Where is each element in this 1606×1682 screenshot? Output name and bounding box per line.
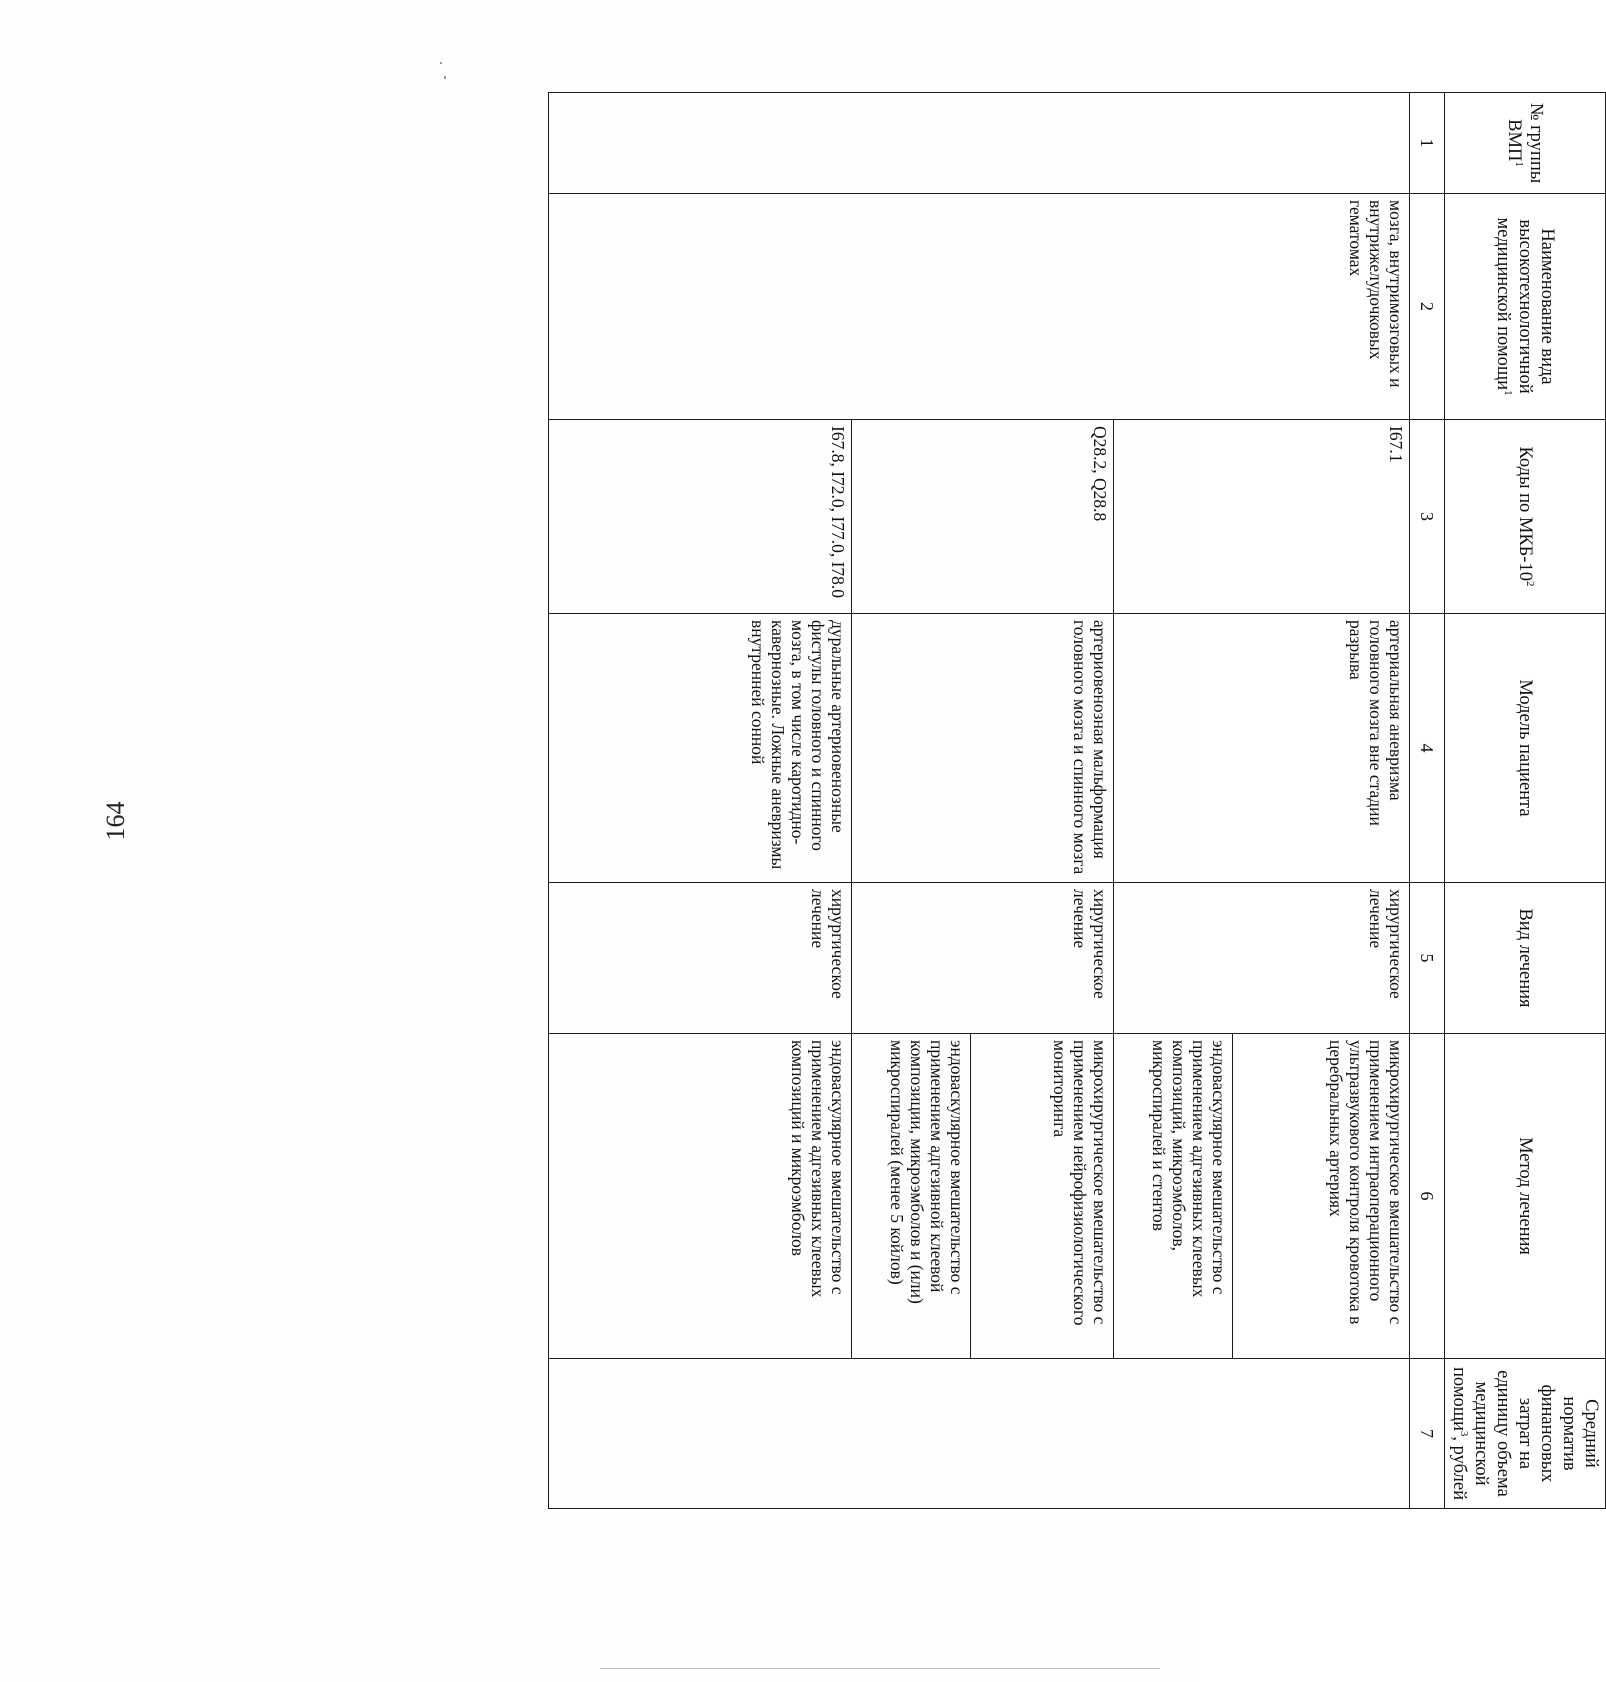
vmp-table [548,92,1606,1509]
treatment-method-cell: эндоваскулярное вмешательство с применением адгезивных клеевых композиций, микроэмболов, микроспиралей и стентов [1114,1034,1233,1359]
patient-model-cell: артериовенозная мальформация головного мозга и спинного мозга [852,614,1114,883]
header-treatment-method: Метод лечения [1445,1034,1606,1359]
table-wrapper [606,92,1606,1508]
scan-mark [444,76,446,79]
column-number-row [1410,93,1445,1509]
treatment-type-cell: хирургическое лечение [852,883,1114,1034]
header-treatment-type: Вид лечения [1445,883,1606,1034]
header-group-number: № группы ВМП$^1$ [1445,93,1606,194]
patient-model-cell: артериальная аневризма головного мозга вне стадии разрыва [1114,614,1410,883]
rotated-table-area [190,92,1601,1508]
header-icd-codes: Коды по МКБ-$10^2$ [1445,420,1606,614]
table-row [1233,93,1410,1509]
header-patient-model: Модель пациента [1445,614,1606,883]
cost-standard-cell [549,1359,1410,1509]
treatment-method-cell: микрохирургическое вмешательство с применением интраоперационного ультразвукового контроля кровотока в церебральных артериях [1233,1034,1410,1359]
column-number: 4 [1410,614,1445,883]
treatment-method-cell: эндоваскулярное вмешательство с применением адгезивной клеевой композиции, микроэмболов и (или) микроспиралей (менее 5 койлов) [852,1034,971,1359]
treatment-method-cell: микрохирургическое вмешательство с применением нейрофизиологического мониторинга [971,1034,1114,1359]
column-number: 5 [1410,883,1445,1034]
vmp-name-cell: мозга, внутримозговых и внутрижелудочковых гематомах [549,194,1410,420]
header-vmp-name: Наименование вида высокотехнологичной медицинской помощи$^1$ [1445,194,1606,420]
treatment-type-cell: хирургическое лечение [549,883,852,1034]
icd-codes-cell: I67.1 [1114,420,1410,614]
scan-mark [600,1668,1160,1669]
column-number: 3 [1410,420,1445,614]
column-number: 7 [1410,1359,1445,1509]
treatment-method-cell: эндоваскулярное вмешательство с применением адгезивных клеевых композиций и микроэмболов [549,1034,852,1359]
header-row [1445,93,1606,1509]
icd-codes-cell: I67.8, I72.0, I77.0, I78.0 [549,420,852,614]
column-number: 1 [1410,93,1445,194]
header-cost-standard: Средний норматив финансовых затрат на единицу объема медицинской помощи$^3$, рублей [1445,1359,1606,1509]
column-number: 6 [1410,1034,1445,1359]
page-number: 164 [101,801,130,841]
patient-model-cell: дуральные артериовенозные фистулы головного и спинного мозга, в том числе каротидно-кавернозные. Ложные аневризмы внутренней сонной [549,614,852,883]
group-number-cell [549,93,1410,194]
icd-codes-cell: Q28.2, Q28.8 [852,420,1114,614]
column-number: 2 [1410,194,1445,420]
scan-mark [440,62,442,64]
treatment-type-cell: хирургическое лечение [1114,883,1410,1034]
